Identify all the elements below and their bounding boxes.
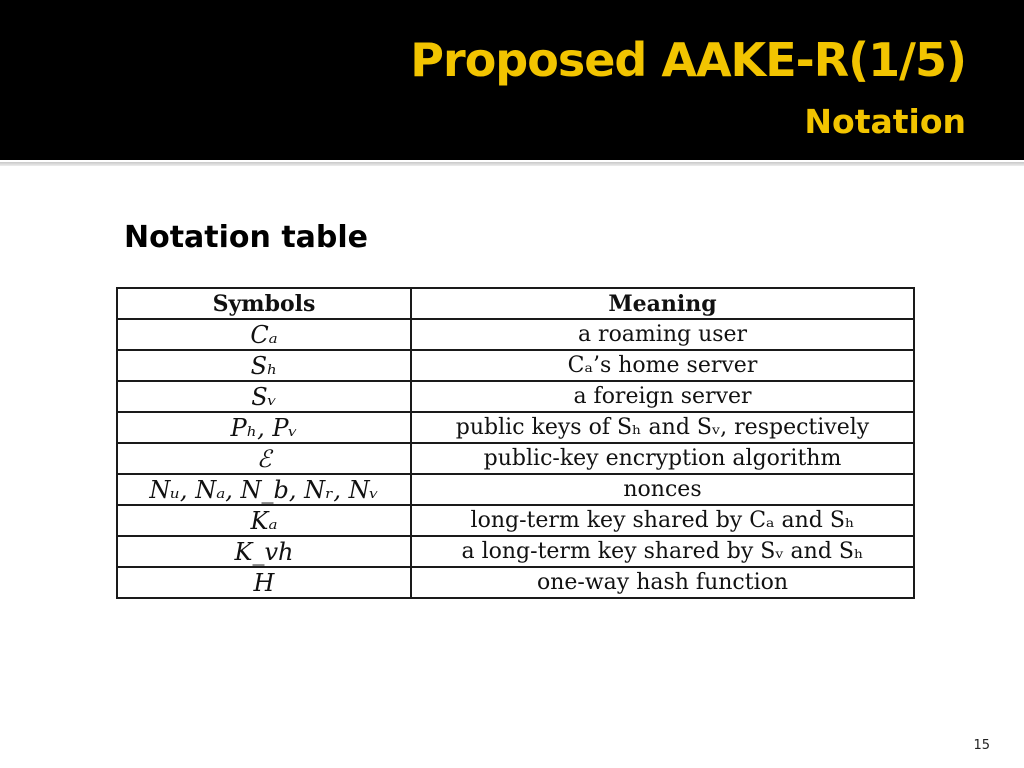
table-row: [117, 443, 914, 474]
header-divider: [0, 162, 1024, 166]
symbol-cell: Nᵤ, Nₐ, N_b, Nᵣ, Nᵥ: [117, 474, 411, 505]
meaning-cell: nonces: [411, 474, 914, 505]
table-row: [117, 350, 914, 381]
meaning-cell: public-key encryption algorithm: [411, 443, 914, 474]
meaning-cell: one-way hash function: [411, 567, 914, 598]
meaning-cell: a long-term key shared by Sᵥ and Sₕ: [411, 536, 914, 567]
symbol-cell: Sₕ: [117, 350, 411, 381]
symbol-cell: K_vh: [117, 536, 411, 567]
table-header-row: [117, 288, 914, 319]
symbol-cell: H: [117, 567, 411, 598]
symbol-cell: Sᵥ: [117, 381, 411, 412]
symbol-cell: Kₐ: [117, 505, 411, 536]
meaning-cell: a roaming user: [411, 319, 914, 350]
meaning-cell: long-term key shared by Cₐ and Sₕ: [411, 505, 914, 536]
slide-subtitle: Notation: [804, 102, 966, 141]
table-row: [117, 505, 914, 536]
slide-title: Proposed AAKE-R(1/5): [410, 33, 966, 87]
header-symbols: Symbols: [117, 288, 411, 319]
table-row: [117, 319, 914, 350]
symbol-cell: Cₐ: [117, 319, 411, 350]
table-row: [117, 412, 914, 443]
symbol-cell: Pₕ, Pᵥ: [117, 412, 411, 443]
table-row: [117, 567, 914, 598]
meaning-cell: public keys of Sₕ and Sᵥ, respectively: [411, 412, 914, 443]
page-number: 15: [973, 738, 990, 753]
notation-table: [116, 287, 915, 599]
table-row: [117, 381, 914, 412]
table-row: [117, 474, 914, 505]
meaning-cell: a foreign server: [411, 381, 914, 412]
table-row: [117, 536, 914, 567]
meaning-cell: Cₐ’s home server: [411, 350, 914, 381]
slide-header: [0, 0, 1024, 160]
section-heading: Notation table: [124, 220, 369, 255]
symbol-cell: ℰ: [117, 443, 411, 474]
header-meaning: Meaning: [411, 288, 914, 319]
